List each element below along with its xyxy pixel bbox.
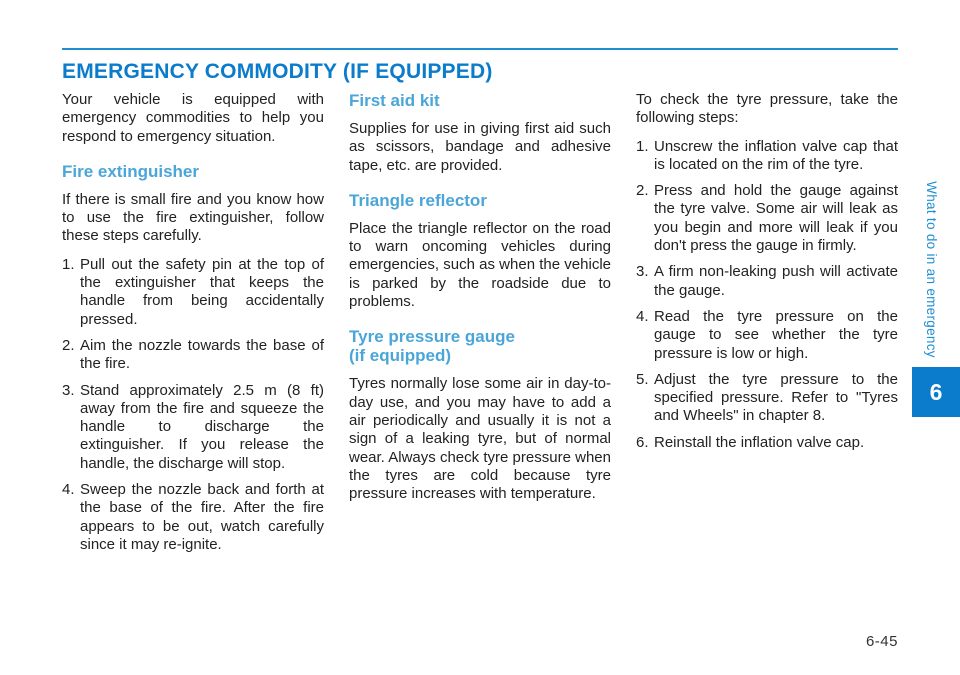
- column-2: [349, 91, 611, 513]
- list-item: [62, 382, 324, 473]
- step-number: 6.: [636, 433, 649, 451]
- step-number: 4.: [62, 481, 75, 499]
- page-title: EMERGENCY COMMODITY (IF EQUIPPED): [62, 60, 493, 83]
- list-item: [636, 138, 898, 175]
- tyre-heading-line-2: (if equipped): [349, 346, 451, 366]
- list-item: [62, 256, 324, 329]
- step-text: Stand approximately 2.5 m (8 ft) away from the fire and squeeze the handle to discharge the extinguisher. If you release the handle, the discharge will stop.: [80, 381, 324, 472]
- step-text: Aim the nozzle towards the base of the fire.: [80, 336, 324, 373]
- fire-extinguisher-steps: [62, 256, 324, 554]
- step-text: Pull out the safety pin at the top of the extinguisher that keeps the handle from being accidentally pressed.: [80, 255, 324, 328]
- intro-paragraph: Your vehicle is equipped with emergency commodities to help you respond to emergency situation.: [62, 91, 324, 145]
- tyre-pressure-text: Tyres normally lose some air in day-to-day use, and you may have to add a air periodically and usually it is not a sign of a leaking tyre, but of normal wear. Always check tyre pressure when the tyres are cold because tyre pressure increases with temperature.: [349, 375, 611, 503]
- list-item: [636, 182, 898, 255]
- column-3: [636, 91, 898, 460]
- step-number: 1.: [62, 255, 75, 273]
- page-number: 6-45: [865, 633, 898, 650]
- step-text: A firm non-leaking push will activate the gauge.: [654, 263, 898, 299]
- header-rule: [62, 48, 898, 50]
- section-label-text: What to do in an emergency: [923, 180, 939, 358]
- triangle-reflector-heading: Triangle reflector: [349, 190, 487, 210]
- tyre-pressure-gauge-heading: [349, 327, 611, 365]
- step-text: Unscrew the inflation valve cap that is located on the rim of the tyre.: [654, 137, 898, 173]
- step-text: Press and hold the gauge against the tyre valve. Some air will leak as you begin and more will leak if you don't press the gauge in firmly.: [654, 182, 898, 255]
- list-item: [62, 337, 324, 374]
- chapter-tab: 6: [912, 367, 960, 417]
- first-aid-kit-text: Supplies for use in giving first aid such as scissors, bandage and adhesive tape, etc. are provided.: [349, 120, 611, 174]
- list-item: [636, 263, 898, 300]
- tyre-check-intro: To check the tyre pressure, take the following steps:: [636, 91, 898, 127]
- list-item: [636, 434, 898, 452]
- step-number: 2.: [62, 336, 75, 354]
- step-text: Reinstall the inflation valve cap.: [654, 433, 865, 451]
- step-number: 3.: [636, 263, 649, 281]
- step-text: Adjust the tyre pressure to the specified pressure. Refer to "Tyres and Wheels" in chapter 8.: [654, 370, 898, 425]
- step-number: 2.: [636, 182, 649, 200]
- section-side-label: [917, 174, 945, 364]
- first-aid-kit-heading: First aid kit: [349, 91, 440, 110]
- step-number: 3.: [62, 381, 75, 399]
- triangle-reflector-text: Place the triangle reflector on the road to warn oncoming vehicles during emergencies, such as when the vehicle is parked by the roadside due to problems.: [349, 219, 611, 311]
- step-number: 5.: [636, 370, 649, 388]
- step-text: Read the tyre pressure on the gauge to see whether the tyre pressure is low or high.: [654, 307, 898, 362]
- list-item: [62, 481, 324, 554]
- fire-extinguisher-intro: If there is small fire and you know how to use the fire extinguisher, follow these steps carefully.: [62, 190, 324, 245]
- step-text: Sweep the nozzle back and forth at the base of the fire. After the fire appears to be out, watch carefully since it may re-ignite.: [80, 481, 324, 553]
- list-item: [636, 308, 898, 363]
- fire-extinguisher-heading: Fire extinguisher: [62, 161, 199, 181]
- tyre-check-steps: [636, 138, 898, 452]
- list-item: [636, 371, 898, 426]
- column-1: [62, 91, 324, 562]
- tyre-heading-line-1: Tyre pressure gauge: [349, 327, 515, 347]
- step-number: 1.: [636, 137, 649, 155]
- step-number: 4.: [636, 307, 649, 325]
